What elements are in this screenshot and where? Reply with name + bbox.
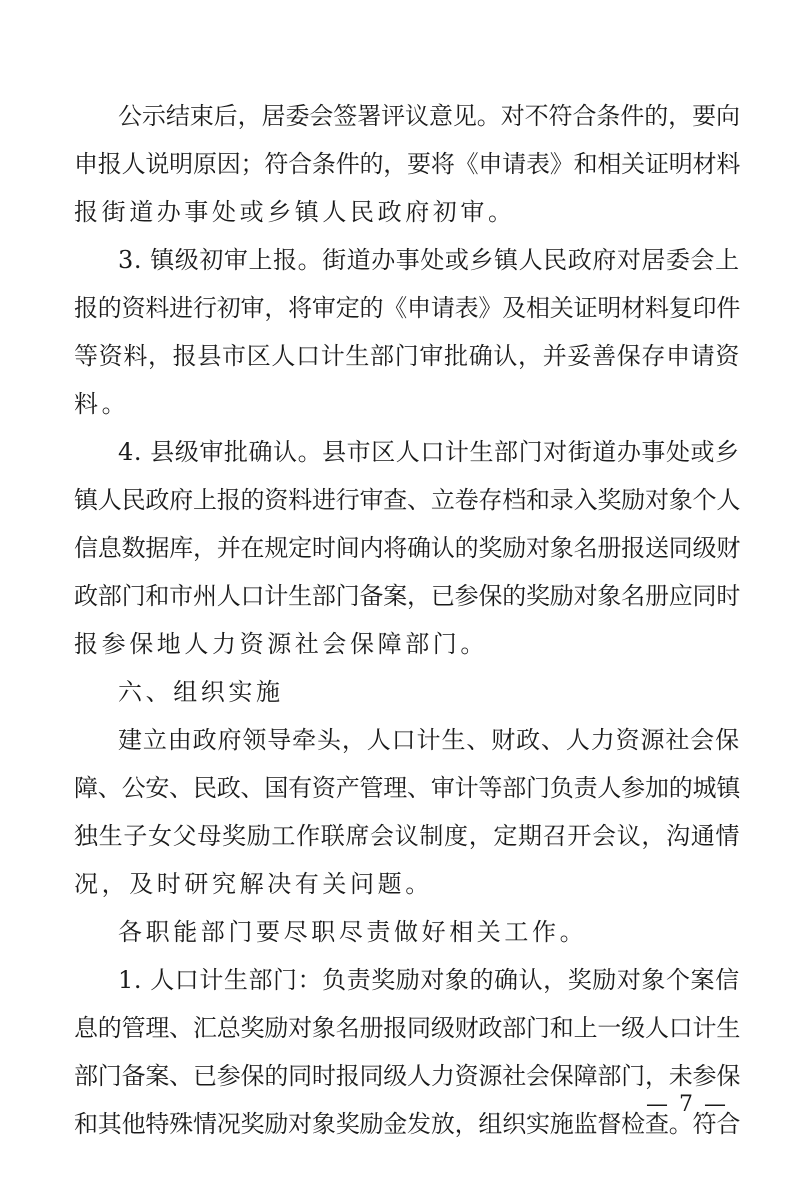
paragraph-line: 公示结束后，居委会签署评议意见。对不符合条件的，要向 [118,102,740,130]
section-heading: 六、组织实施 [118,678,284,706]
paragraph-line: 信息数据库，并在规定时间内将确认的奖励对象名册报送同级财 [74,534,741,562]
paragraph-line: 建立由政府领导牵头，人口计生、财政、人力资源社会保 [118,726,740,754]
paragraph-line: 和其他特殊情况奖励对象奖励金发放，组织实施监督检查。符合 [74,1110,741,1138]
paragraph-line: 料。 [74,390,130,418]
paragraph-line: 报参保地人力资源社会保障部门。 [74,630,488,658]
paragraph-line: 报的资料进行初审，将审定的《申请表》及相关证明材料复印件 [74,294,741,322]
paragraph-line: 政部门和市州人口计生部门备案，已参保的奖励对象名册应同时 [74,582,741,610]
paragraph-line: 等资料，报县市区人口计生部门审批确认，并妥善保存申请资 [74,342,741,370]
paragraph-line: 部门备案、已参保的同时报同级人力资源社会保障部门，未参保 [74,1062,741,1090]
paragraph-line: 况，及时研究解决有关问题。 [74,870,433,898]
paragraph-line: 障、公安、民政、国有资产管理、审计等部门负责人参加的城镇 [74,774,741,802]
paragraph-line: 3. 镇级初审上报。街道办事处或乡镇人民政府对居委会上 [118,246,740,274]
page-number: — 7 — [646,1092,728,1117]
paragraph-line: 独生子女父母奖励工作联席会议制度，定期召开会议，沟通情 [74,822,741,850]
paragraph-line: 1. 人口计生部门：负责奖励对象的确认，奖励对象个案信 [118,966,740,994]
paragraph-line: 报街道办事处或乡镇人民政府初审。 [74,198,516,226]
paragraph-line: 各职能部门要尽职尽责做好相关工作。 [118,918,588,946]
paragraph-line: 4. 县级审批确认。县市区人口计生部门对街道办事处或乡 [118,438,740,466]
paragraph-line: 镇人民政府上报的资料进行审查、立卷存档和录入奖励对象个人 [74,486,741,514]
paragraph-line: 申报人说明原因；符合条件的，要将《申请表》和相关证明材料 [74,150,741,178]
paragraph-line: 息的管理、汇总奖励对象名册报同级财政部门和上一级人口计生 [74,1014,741,1042]
